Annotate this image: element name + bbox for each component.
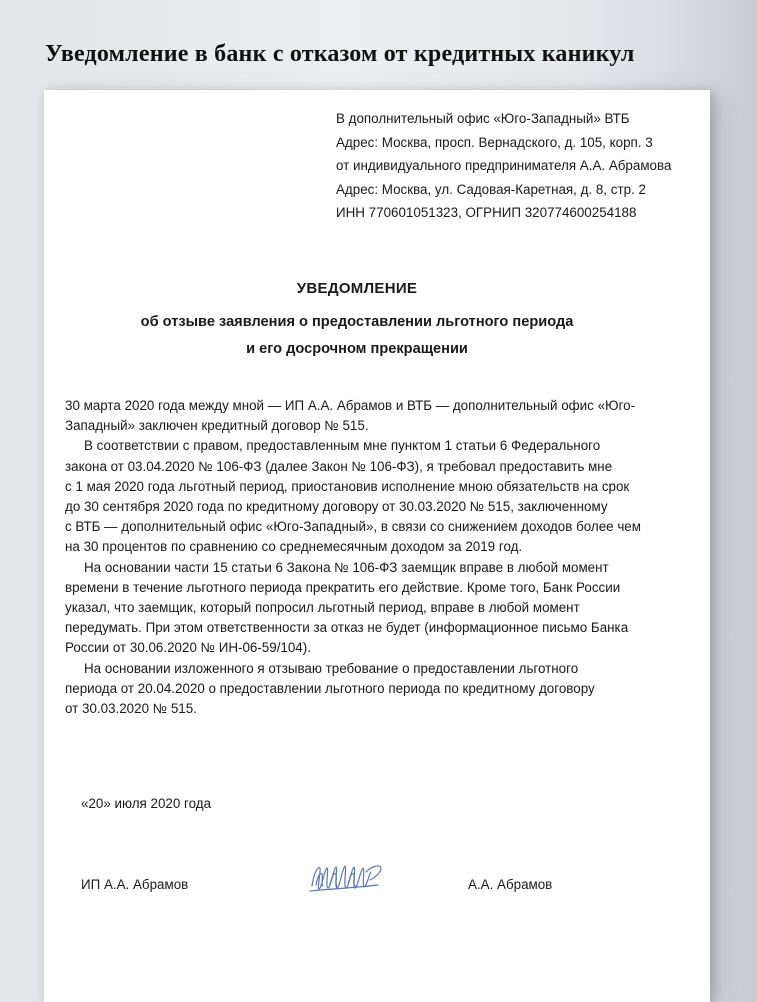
body-line: периода от 20.04.2020 о предоставлении льготного периода по кредитному договору	[65, 680, 595, 696]
signatory-position: ИП А.А. Абрамов	[81, 877, 189, 892]
handwritten-signature	[308, 858, 386, 898]
document-page	[44, 90, 710, 1002]
body-line: с ВТБ — дополнительный офис «Юго-Западный», в связи со снижением доходов более чем	[65, 519, 641, 535]
body-line: указал, что заемщик, который попросил льготный период, вправе в любой момент	[65, 600, 580, 616]
sender-inn-ogrnip: ИНН 770601051323, ОГРНИП 320774600254188	[336, 205, 637, 221]
body-line: Западный» заключен кредитный договор № 515.	[65, 418, 369, 434]
body-line: На основании изложенного я отзываю требование о предоставлении льготного	[84, 660, 579, 676]
body-line: закона от 03.04.2020 № 106-ФЗ (далее Закон № 106-ФЗ), я требовал предоставить мне	[65, 458, 613, 474]
body-line: передумать. При этом ответственности за отказ не будет (информационное письмо Банка	[65, 620, 629, 636]
body-line: На основании части 15 статьи 6 Закона № 106-ФЗ заемщик вправе в любой момент	[84, 559, 609, 575]
body-line: 30 марта 2020 года между мной — ИП А.А. Абрамов и ВТБ — дополнительный офис «Юго-	[65, 398, 636, 413]
body-line: от 30.03.2020 № 515.	[65, 701, 197, 717]
addressee-office-address: Адрес: Москва, просп. Вернадского, д. 105, корп. 3	[336, 134, 653, 150]
body-line: до 30 сентября 2020 года по кредитному договору от 30.03.2020 № 515, заключенному	[65, 499, 608, 515]
signature-strokes	[310, 866, 381, 891]
body-line: с 1 мая 2020 года льготный период, приостановив исполнение мною обязательств на срок	[65, 478, 630, 494]
sender-name: от индивидуального предпринимателя А.А. Абрамова	[336, 158, 672, 174]
document-subtitle-line-1: об отзыве заявления о предоставлении льготного периода	[140, 314, 574, 330]
body-line: времени в течение льготного периода прекратить его действие. Кроме того, Банк России	[65, 579, 621, 595]
document-title: УВЕДОМЛЕНИЕ	[296, 280, 418, 297]
document-body	[65, 396, 677, 719]
sender-address: Адрес: Москва, ул. Садовая-Каретная, д. 8, стр. 2	[336, 181, 646, 197]
document-subtitle-line-2: и его досрочном прекращении	[246, 341, 468, 357]
body-line: на 30 процентов по сравнению со среднемесячным доходом за 2019 год.	[65, 539, 523, 555]
document-date: «20» июля 2020 года	[81, 796, 212, 811]
page-heading: Уведомление в банк с отказом от кредитных каникул	[45, 41, 635, 67]
addressee-block	[336, 107, 671, 225]
body-line: В соответствии с правом, предоставленным мне пунктом 1 статьи 6 Федерального	[84, 438, 601, 454]
addressee-office: В дополнительный офис «Юго-Западный» ВТБ	[336, 111, 630, 126]
signatory-name: А.А. Абрамов	[468, 877, 553, 892]
body-line: России от 30.06.2020 № ИН-06-59/104).	[65, 640, 311, 656]
